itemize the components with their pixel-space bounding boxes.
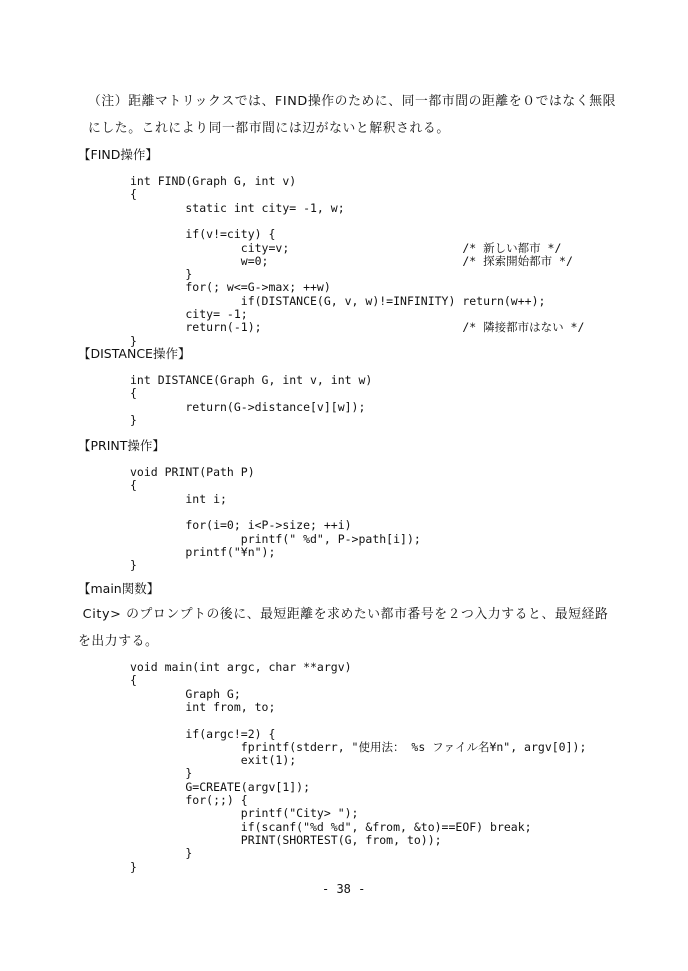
code-line: PRINT(SHORTEST(G, from, to)); — [130, 832, 442, 847]
code-line: int i; — [130, 491, 227, 506]
note-line-1: （注）距離マトリックスでは、FIND操作のために、同一都市間の距離を０ではなく無限 — [88, 94, 617, 109]
find-heading: 【FIND操作】 — [78, 147, 158, 162]
code-line: if(DISTANCE(G, v, w)!=INFINITY) return(w++); — [130, 293, 546, 308]
code-line: int DISTANCE(Graph G, int v, int w) — [130, 373, 373, 387]
code-line: printf(" %d", P->path[i]); — [130, 531, 421, 546]
note-line-2: にした。これにより同一都市間には辺がないと解釈される。 — [88, 121, 450, 136]
code-line: int from, to; — [130, 699, 276, 714]
code-line: { — [130, 187, 137, 202]
code-line: for(i=0; i<P->size; ++i) — [130, 518, 352, 533]
code-line: w=0; /* 探索開始都市 */ — [130, 253, 573, 268]
code-line: } — [130, 412, 137, 427]
code-line: { — [130, 478, 137, 493]
code-line: if(argc!=2) { — [130, 726, 276, 741]
print-heading: 【PRINT操作】 — [78, 438, 165, 453]
code-line: { — [130, 386, 137, 401]
code-line: } — [130, 267, 193, 282]
code-line: } — [130, 859, 137, 874]
code-line: city=v; /* 新しい都市 */ — [130, 240, 562, 255]
main-heading: 【main関数】 — [78, 581, 160, 596]
code-line: } — [130, 766, 193, 781]
code-line: } — [130, 846, 193, 861]
code-line: printf("¥n"); — [130, 544, 276, 559]
code-line: if(scanf("%d %d", &from, &to)==EOF) break; — [130, 819, 532, 834]
main-description-line-2: を出力する。 — [78, 634, 159, 649]
code-line: for(; w<=G->max; ++w) — [130, 280, 331, 295]
code-line: Graph G; — [130, 686, 241, 701]
code-line: if(v!=city) { — [130, 227, 276, 242]
code-line: int FIND(Graph G, int v) — [130, 174, 297, 188]
code-line: } — [130, 333, 137, 348]
code-line: exit(1); — [130, 753, 297, 768]
code-line: for(;;) { — [130, 793, 248, 807]
code-line: } — [130, 558, 137, 573]
code-line: return(G->distance[v][w]); — [130, 399, 366, 414]
code-line: city= -1; — [130, 307, 248, 321]
code-line: fprintf(stderr, "使用法： %s ファイル名¥n", argv[0]); — [130, 739, 587, 754]
code-line: return(-1); /* 隣接都市はない */ — [130, 320, 585, 335]
page-number: - 38 - — [322, 882, 366, 896]
code-line: G=CREATE(argv[1]); — [130, 779, 311, 794]
main-description-line-1: City> のプロンプトの後に、最短距離を求めたい都市番号を２つ入力すると、最短経路 — [78, 607, 609, 622]
code-line: static int city= -1, w; — [130, 200, 345, 215]
distance-heading: 【DISTANCE操作】 — [78, 346, 191, 361]
code-line: void PRINT(Path P) — [130, 465, 255, 479]
code-line: { — [130, 673, 137, 688]
code-line: printf("City> "); — [130, 806, 359, 821]
code-line: void main(int argc, char **argv) — [130, 660, 352, 674]
